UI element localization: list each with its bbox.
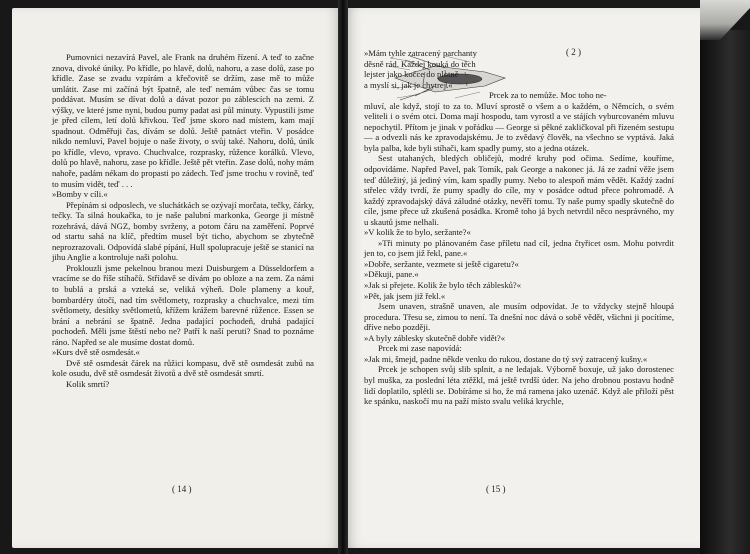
paragraph: Kolik smrtí? [66,378,110,389]
paragraph: Přepínám si odposlech, ve sluchátkách se ozývají morčata, tečky, čárky, tečky. Ta silná houkačka, to je naše palubní markonka, George ji místně rozehrává, dává NGZ, bomby svrženy, a potom čáru na zaměření. Poprvé od startu sahá na klíč, předtím musel být ticho, abychom se zbytečně neprozrazovali. Odpovídá slabé pípání, Hull spolupracuje ještě se stanicí na jihu Anglie a kontroluje naši polohu. [52,199,314,263]
intro-line: Prcek za to nemůže. Moc toho ne- [489,90,607,101]
paragraph: »A byly záblesky skutečně dobře vidět?« [364,332,506,343]
paragraph: »Děkuji, pane.« [364,269,419,280]
paragraph: Jsem unaven, strašně unaven, ale musím odpovídat. Je to vždycky stejně hloupá procedura. Třesu se, zimou to není. Ta dnešní noc dává o sobě vědět, všichni ji pocítíme, dříve nebo později. [364,301,674,333]
paragraph: »Jak mi, šmejd, padne někde venku do rukou, dostane do tý svý zatracený kušny.« [364,353,648,364]
paragraph: Pumovnici nezavírá Pavel, ale Frank na druhém řízení. A teď to začne znova, divoké úniky. Po křídle, po hlavě, dolů, nahoru, a zase dolů, zase po křídle. Zase se zvadu vzpírám a křečovitě se držím, zase mě to může umlátit. Zase mi začíná být špatně, ale teď nemám vůbec čas se tomu poddávat. Musím se dívat dolů a dávat pozor po záblescích na zemi. Z výšky, ve které jsme nyni, budou pumy padat asi půl minuty. Vypustili jsme je před cílem, letí dolů křivkou. Teď jsme skoro nad místem, kam mají spadnout. Odměřuji čas, dívám se dolů. Ještě patnáct vteřin. V posádce nikdo nemluví, Pavel bojuje o naše životy, o svůj také. Nahoru, dolů, únik po křídle, vlevo, vpravo. Chuchvalce, rozprasky, růžence korálků. Vlevo, dolů po hlavě, nahoru, zase po křídle. Ještě pět vteřin. Zase dolů, nohy mám nahoře, padám nékam do propasti po zádech. Teď jsme trochu v rovině, teď to musím vidět, teď . . . [52,52,314,189]
paragraph: Prcek mi zase napovídá: [378,343,462,354]
intro-line: »Mám tyhle zatracený parchanty [364,48,477,58]
paragraph: Dvě stě osmdesát čárek na růžici kompasu, dvě stě osmdesát zubů na kole osudu, dvě stě osmdesát životů a dvě stě osmdesát smrtí. [52,357,314,379]
right-page-number: ( 15 ) [486,484,506,494]
intro-line: lejster jako kočce do plotně [364,69,459,80]
paragraph: mluví, ale když, stojí to za to. Mluví sprostě o všem a o každém, o Němcích, o svém veliteli i o svém otci. Doma mají hospodu, tam vyrostl a ve stájích vyburcovaném mluvu nepochytil. Přítom je jinak v pořádku — George si pěkné zakličkoval při řízeném sestupu — a odvezli nás ke zpravodajskému. Je to zvědavý člověk, na všechno se vyptává. Jaká byla palba, kde byli stíhači, kam spadly pumy, sto a jedna otázek. [364,100,674,153]
paragraph: »Jak si přejete. Kolik že bylo těch záblesků?« [364,280,522,291]
right-page-text [364,48,674,407]
paragraph: »Bomby v cíli.« [52,189,108,200]
left-page-number: ( 14 ) [172,484,192,494]
book-gutter [338,0,348,554]
chapter-number: ( 2 ) [566,47,581,57]
paragraph: »Tři minuty po plánovaném čase příletu nad cíl, jedna čtyřicet osm. Mohu potvrdit jen to, co jsem již řekl, pane.« [364,237,674,259]
left-page-text [52,52,314,390]
paragraph: »Kurs dvě stě osmdesát.« [52,347,140,358]
paragraph: »Pět, jak jsem již řekl.« [364,290,446,301]
paragraph: Sest utahaných, bledých obličejů, modré kruhy pod očima. Sedíme, kouříme, odpovídáme. Napřed Pavel, pak Tomík, pak George a nakonec já. Já ze zadní věže jsem teď důležitý, já jediný vím, kam spadly pumy. Nebo to alespoň mám vědět. Každý zadní střelec vždy tvrdí, že pumy spadly do cíle, my v posádce odtud přece pohromadě. A každý zpravodajský dává záludné otázky, nevěří tomu. Ty naše pumy spadly skutečně do cíle, jsme přece už zkušená posádka. Kromě toho já bych netvrdil něco nesprávného, my u skautů jsme nelhali. [364,153,674,227]
cover-edge [700,30,750,554]
intro-line: děsně rád. Každej kouká do těch [364,58,476,69]
paragraph: Prcek je schopen svůj slib splnit, a ne ledajak. Výborně boxuje, už jako dorostenec byl muška, za poslední léta ztěžkl, má ještě tvrdší úder. Na jeho drobnou postavu hodně lidí doplatilo, splétli se. Dobíráme si ho, že má ramena jako uzenáč. Když ale přiloží pěst ke spánku, naskočí mu na paží místo svalu veliká krychle, [364,364,674,407]
paragraph: »Dobře, seržante, vezmete si ještě cigaretu?« [364,258,519,269]
intro-line: a myslí si, jak je chytrej.« [364,79,453,90]
paragraph: »V kolik že to bylo, seržante?« [364,227,471,238]
paragraph: Proklouzli jsme pekelnou branou mezi Duisburgem a Düsseldorfem a vracíme se do říše stíhačů. Střídavě se dívám po obloze a na zem. Za námi to bublá a prská a vzteká se, veliká výheň. Dole plameny a kouř, bombardéry útočí, nad tím světlomety, rozprasky a chuchvalce, mezi tím světlomety, desítky světlometů, křížem krážem barevné růžence. Essen se brání a nebrání se špatně. Jedna padající pochodeň, druhá padající pochodeň. Měli jsme štěstí nebo ne? Patří k naší peruti? Snad to poznáme ráno. Napřed se ale musíme dostat domů. [52,262,314,347]
